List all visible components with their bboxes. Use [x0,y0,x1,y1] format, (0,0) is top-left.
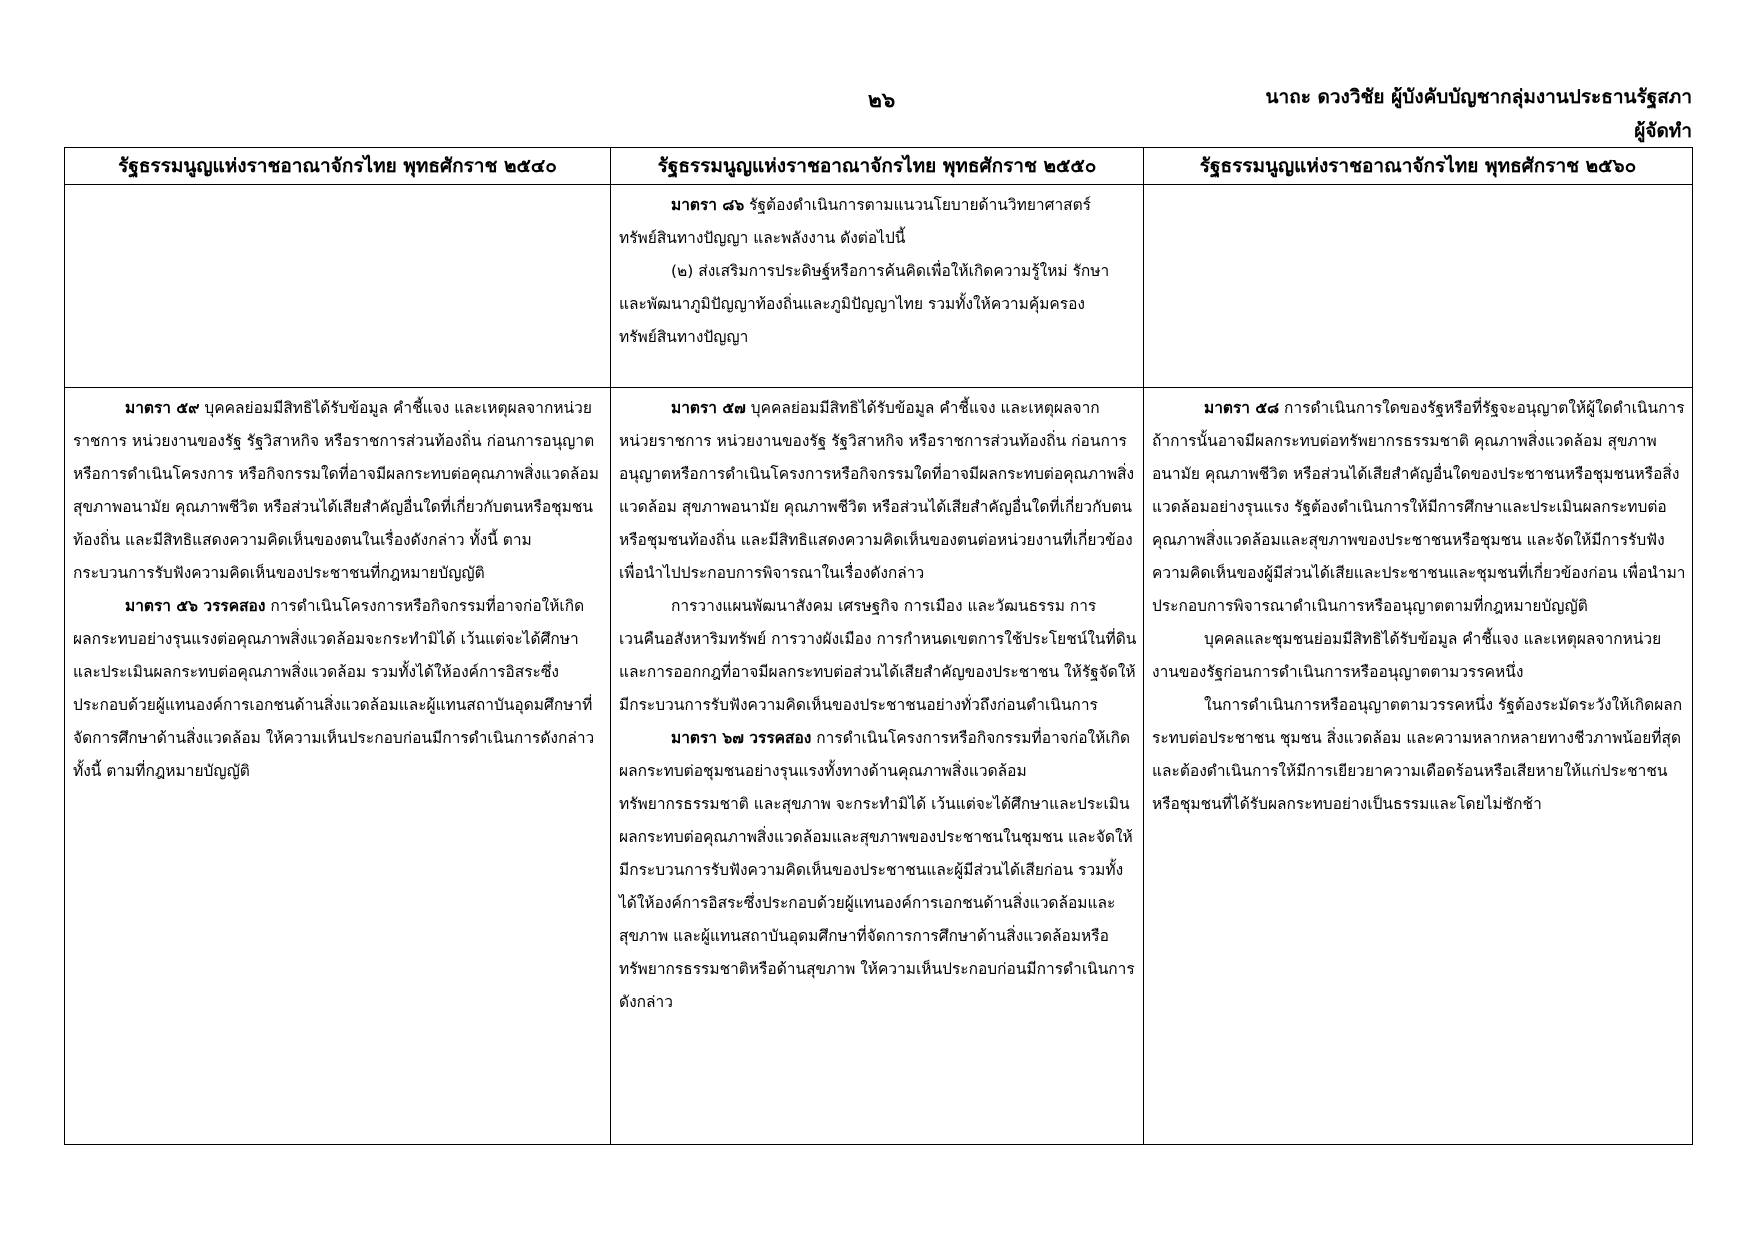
paragraph-text: การดำเนินการใดของรัฐหรือที่รัฐจะอนุญาตให้ผู้ใดดำเนินการ ถ้าการนั้นอาจมีผลกระทบต่อทรัพยากรธรรมชาติ คุณภาพสิ่งแวดล้อม สุขภาพ อนามัย คุณภาพชีวิต หรือส่วนได้เสียสำคัญอื่นใดของประชาชนหรือชุมชนหรือสิ่งแวดล้อมอย่างรุนแรง รัฐต้องดำเนินการให้มีการศึกษาและประเมินผลกระทบต่อคุณภาพสิ่งแวดล้อมและสุขภาพของประชาชนหรือชุมชน และจัดให้มีการรับฟังความคิดเห็นของผู้มีส่วนได้เสียและประชาชนและชุมชนที่เกี่ยวข้องก่อน เพื่อนำมาประกอบการพิจารณาดำเนินการหรืออนุญาตตามที่กฎหมายบัญญัติ [1152,399,1686,615]
author-name-line: นาถะ ดวงวิชัย ผู้บังคับบัญชากลุ่มงานประธานรัฐสภา [1265,86,1692,108]
section-label: มาตรา ๕๗ [671,399,746,417]
cell-2560-empty [1144,185,1693,388]
paragraph [73,590,604,788]
cell-2540-empty [65,185,611,388]
paragraph-text: การดำเนินโครงการหรือกิจกรรมที่อาจก่อให้เกิดผลกระทบอย่างรุนแรงต่อคุณภาพสิ่งแวดล้อมจะกระทำมิได้ เว้นแต่จะได้ศึกษาและประเมินผลกระทบต่อคุณภาพสิ่งแวดล้อม รวมทั้งได้ให้องค์การอิสระซึ่งประกอบด้วยผู้แทนองค์การเอกชนด้านสิ่งแวดล้อมและผู้แทนสถาบันอุดมศึกษาที่จัดการศึกษาด้านสิ่งแวดล้อม ให้ความเห็นประกอบก่อนมีการดำเนินการดังกล่าว ทั้งนี้ ตามที่กฎหมายบัญญัติ [73,597,595,780]
constitution-comparison-table [64,147,1693,1145]
paragraph [619,392,1137,590]
paragraph: การวางแผนพัฒนาสังคม เศรษฐกิจ การเมือง และวัฒนธรรม การเวนคืนอสังหาริมทรัพย์ การวางผังเมือง การกำหนดเขตการใช้ประโยชน์ในที่ดิน และการออกกฎที่อาจมีผลกระทบต่อส่วนได้เสียสำคัญของประชาชน ให้รัฐจัดให้มีกระบวนการรับฟังความคิดเห็นของประชาชนอย่างทั่วถึงก่อนดำเนินการ [619,597,1137,714]
paragraph: (๒) ส่งเสริมการประดิษฐ์หรือการค้นคิดเพื่อให้เกิดความรู้ใหม่ รักษาและพัฒนาภูมิปัญญาท้องถิ่นและภูมิปัญญาไทย รวมทั้งให้ความคุ้มครองทรัพย์สินทางปัญญา [619,262,1110,346]
author-role-line: ผู้จัดทำ [1634,120,1692,142]
cell-2550-section-86 [611,185,1144,388]
paragraph: บุคคลและชุมชนย่อมมีสิทธิได้รับข้อมูล คำชี้แจง และเหตุผลจากหน่วยงานของรัฐก่อนการดำเนินการหรืออนุญาตตามวรรคหนึ่ง [1152,630,1662,681]
paragraph-text: การดำเนินโครงการหรือกิจกรรมที่อาจก่อให้เกิดผลกระทบต่อชุมชนอย่างรุนแรงทั้งทางด้านคุณภาพสิ่งแวดล้อม ทรัพยากรธรรมชาติ และสุขภาพ จะกระทำมิได้ เว้นแต่จะได้ศึกษาและประเมินผลกระทบต่อคุณภาพสิ่งแวดล้อมและสุขภาพของประชาชนในชุมชน และจัดให้มีกระบวนการรับฟังความคิดเห็นของประชาชนและผู้มีส่วนได้เสียก่อน รวมทั้งได้ให้องค์การอิสระซึ่งประกอบด้วยผู้แทนองค์การเอกชนด้านสิ่งแวดล้อมและสุขภาพ และผู้แทนสถาบันอุดมศึกษาที่จัดการการศึกษาด้านสิ่งแวดล้อมหรือทรัพยากรธรรมชาติหรือด้านสุขภาพ ให้ความเห็นประกอบก่อนมีการดำเนินการดังกล่าว [619,729,1135,1011]
column-header-2560: รัฐธรรมนูญแห่งราชอาณาจักรไทย พุทธศักราช ๒๕๖๐ [1144,148,1693,185]
paragraph-text: รัฐต้องดำเนินการตามแนวนโยบายด้านวิทยาศาสตร์ ทรัพย์สินทางปัญญา และพลังงาน ดังต่อไปนี้ [619,196,1092,247]
section-label: มาตรา ๖๗ วรรคสอง [671,729,812,747]
column-header-2550: รัฐธรรมนูญแห่งราชอาณาจักรไทย พุทธศักราช ๒๕๕๐ [611,148,1144,185]
paragraph [1152,392,1686,623]
column-header-2540: รัฐธรรมนูญแห่งราชอาณาจักรไทย พุทธศักราช ๒๕๔๐ [65,148,611,185]
paragraph-text: บุคคลย่อมมีสิทธิได้รับข้อมูล คำชี้แจง และเหตุผลจากหน่วยราชการ หน่วยงานของรัฐ รัฐวิสาหกิจ หรือราชการส่วนท้องถิ่น ก่อนการอนุญาตหรือการดำเนินโครงการหรือกิจกรรมใดที่อาจมีผลกระทบต่อคุณภาพสิ่งแวดล้อม สุขภาพอนามัย คุณภาพชีวิต หรือส่วนได้เสียสำคัญอื่นใดที่เกี่ยวกับตนหรือชุมชนท้องถิ่น และมีสิทธิแสดงความคิดเห็นของตนต่อหน่วยงานที่เกี่ยวข้องเพื่อนำไปประกอบการพิจารณาในเรื่องดังกล่าว [619,399,1135,582]
table-header-row [65,148,1693,185]
paragraph: ในการดำเนินการหรืออนุญาตตามวรรคหนึ่ง รัฐต้องระมัดระวังให้เกิดผลกระทบต่อประชาชน ชุมชน สิ่งแวดล้อม และความหลากหลายทางชีวภาพน้อยที่สุด และต้องดำเนินการให้มีการเยียวยาความเดือดร้อนหรือเสียหายให้แก่ประชาชนหรือชุมชนที่ได้รับผลกระทบอย่างเป็นธรรมและโดยไม่ชักช้า [1152,696,1683,813]
page-number: ๒๖ [868,88,896,112]
section-label: มาตรา ๕๙ [125,399,200,417]
table-row [65,388,1693,1145]
author-block [1266,80,1692,148]
paragraph-text: บุคคลย่อมมีสิทธิได้รับข้อมูล คำชี้แจง และเหตุผลจากหน่วยราชการ หน่วยงานของรัฐ รัฐวิสาหกิจ หรือราชการส่วนท้องถิ่น ก่อนการอนุญาตหรือการดำเนินโครงการ หรือกิจกรรมใดที่อาจมีผลกระทบต่อคุณภาพสิ่งแวดล้อม สุขภาพอนามัย คุณภาพชีวิต หรือส่วนได้เสียสำคัญอื่นใดที่เกี่ยวกับตนหรือชุมชนท้องถิ่น และมีสิทธิแสดงความคิดเห็นของตนในเรื่องดังกล่าว ทั้งนี้ ตามกระบวนการรับฟังความคิดเห็นของประชาชนที่กฎหมายบัญญัติ [73,399,599,582]
cell-2560-sections [1144,388,1693,1145]
table-row [65,185,1693,388]
cell-2540-sections [65,388,611,1145]
section-label: มาตรา ๕๘ [1204,399,1280,417]
paragraph [619,722,1137,1019]
cell-2550-sections [611,388,1144,1145]
section-label: มาตรา ๕๖ วรรคสอง [125,597,266,615]
paragraph [73,392,604,590]
paragraph [619,189,1137,255]
section-label: มาตรา ๘๖ [671,196,745,214]
